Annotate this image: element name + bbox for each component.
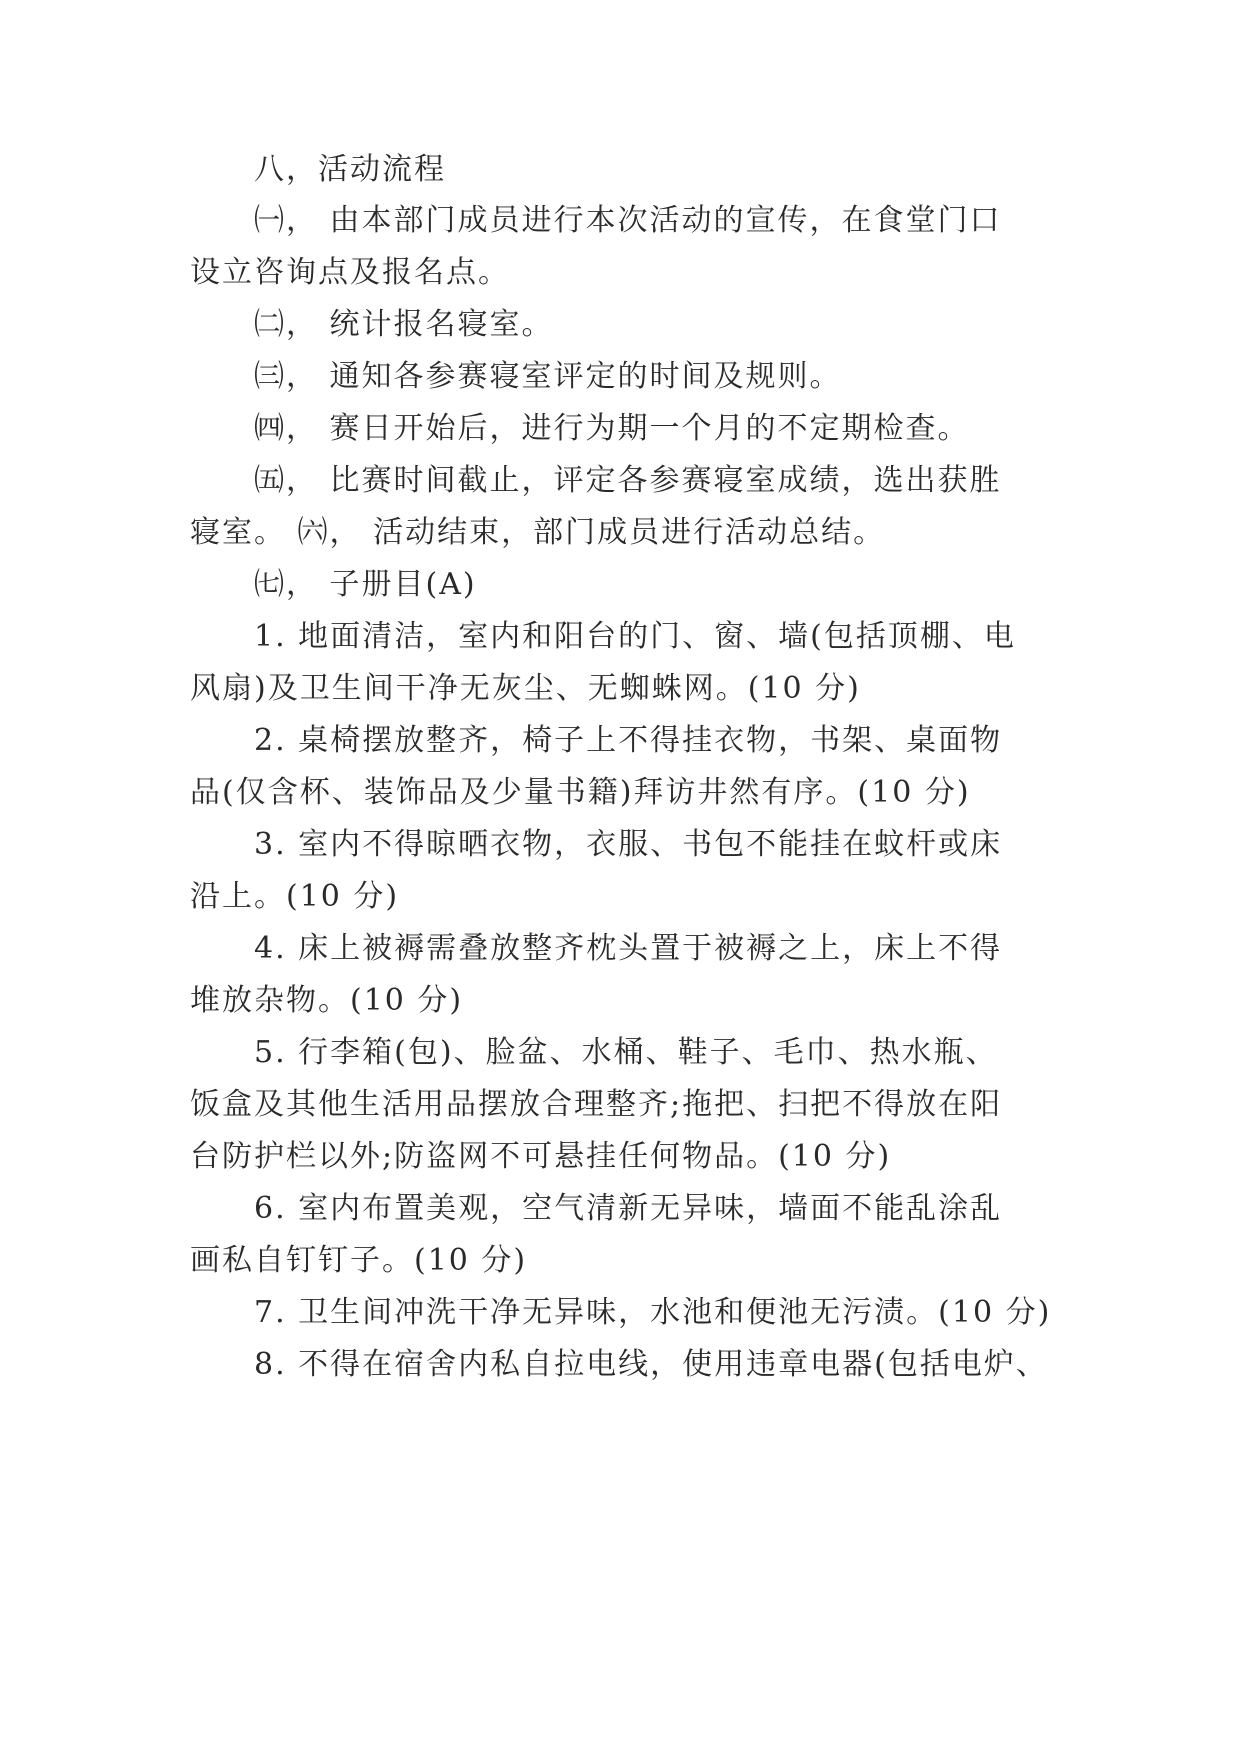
item-5-line-3: 台防护栏以外;防盗网不可悬挂任何物品。(10 分) [190, 1139, 892, 1174]
section-heading: 八，活动流程 [254, 152, 446, 187]
item-6-line-2: 画私自钉钉子。(10 分) [190, 1243, 528, 1278]
item-4-line-2: 堆放杂物。(10 分) [190, 983, 464, 1018]
item-4-line-1: 4. 床上被褥需叠放整齐枕头置于被褥之上，床上不得 [254, 931, 1003, 966]
item-3-line-2: 沿上。(10 分) [190, 879, 400, 914]
step-3: ㈢， 通知各参赛寝室评定的时间及规则。 [254, 359, 842, 394]
step-5-line-2: 寝室。 ㈥， 活动结束，部门成员进行活动总结。 [190, 515, 886, 550]
step-1-line-1: ㈠， 由本部门成员进行本次活动的宣传，在食堂门口 [254, 203, 1002, 238]
item-1-line-1: 1. 地面清洁，室内和阳台的门、窗、墙(包括顶棚、电 [254, 619, 1016, 654]
item-1-line-2: 风扇)及卫生间干净无灰尘、无蜘蛛网。(10 分) [190, 671, 861, 706]
item-7: 7. 卫生间冲洗干净无异味，水池和便池无污渍。(10 分) [254, 1295, 1052, 1330]
item-5-line-1: 5. 行李箱(包)、脸盆、水桶、鞋子、毛巾、热水瓶、 [254, 1035, 998, 1070]
item-3-line-1: 3. 室内不得晾晒衣物，衣服、书包不能挂在蚊杆或床 [254, 827, 1003, 862]
step-1-line-2: 设立咨询点及报名点。 [190, 255, 510, 290]
item-2-line-2: 品(仅含杯、装饰品及少量书籍)拜访井然有序。(10 分) [190, 775, 971, 810]
step-7: ㈦， 子册目(A) [254, 567, 477, 602]
item-6-line-1: 6. 室内布置美观，空气清新无异味，墙面不能乱涂乱 [254, 1191, 1003, 1226]
item-8-line-1: 8. 不得在宿舍内私自拉电线，使用违章电器(包括电炉、 [254, 1347, 1048, 1382]
step-2: ㈡， 统计报名寝室。 [254, 307, 554, 342]
step-5-line-1: ㈤， 比赛时间截止，评定各参赛寝室成绩，选出获胜 [254, 463, 1002, 498]
step-4: ㈣， 赛日开始后，进行为期一个月的不定期检查。 [254, 411, 970, 446]
item-2-line-1: 2. 桌椅摆放整齐，椅子上不得挂衣物，书架、桌面物 [254, 723, 1003, 758]
item-5-line-2: 饭盒及其他生活用品摆放合理整齐;拖把、扫把不得放在阳 [190, 1087, 1003, 1122]
